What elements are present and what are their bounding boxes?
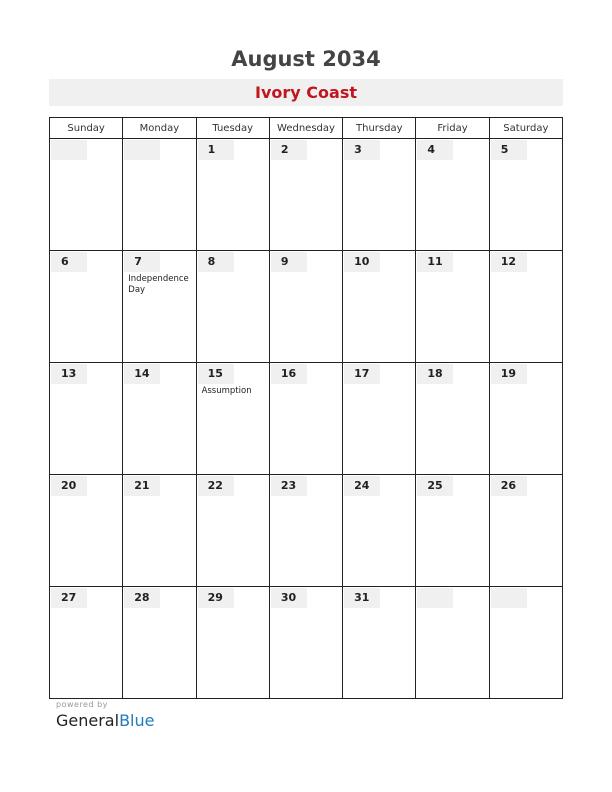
- day-number: 6: [51, 252, 87, 272]
- day-cell: [416, 475, 489, 587]
- day-number: 25: [417, 476, 453, 496]
- weekday-wednesday: Wednesday: [269, 118, 342, 139]
- day-cell: [50, 363, 123, 475]
- day-cell: [196, 251, 269, 363]
- day-number: [417, 588, 453, 608]
- day-cell: [123, 587, 196, 699]
- day-cell: [123, 475, 196, 587]
- day-cell: [269, 363, 342, 475]
- week-row: [50, 139, 563, 251]
- holiday-label: Assumption: [201, 386, 252, 396]
- day-number: 16: [271, 364, 307, 384]
- brand-logo: [56, 711, 154, 730]
- day-cell: [343, 363, 416, 475]
- day-number: 2: [271, 140, 307, 160]
- week-row: [50, 587, 563, 699]
- day-cell: [343, 587, 416, 699]
- day-cell: [416, 251, 489, 363]
- day-number: 1: [198, 140, 234, 160]
- day-cell: [489, 139, 562, 251]
- day-cell: [50, 587, 123, 699]
- calendar-body: [50, 139, 563, 699]
- day-number: 29: [198, 588, 234, 608]
- calendar-grid: [49, 117, 563, 699]
- week-row: [50, 475, 563, 587]
- day-number: 9: [271, 252, 307, 272]
- day-number: 3: [344, 140, 380, 160]
- day-number: 7: [124, 252, 160, 272]
- day-cell: [50, 475, 123, 587]
- weekday-thursday: Thursday: [343, 118, 416, 139]
- day-number: 27: [51, 588, 87, 608]
- weekday-sunday: Sunday: [50, 118, 123, 139]
- day-number: 20: [51, 476, 87, 496]
- day-cell: [489, 475, 562, 587]
- day-number: 17: [344, 364, 380, 384]
- day-number: 15: [198, 364, 234, 384]
- week-row: [50, 251, 563, 363]
- country-banner: [49, 79, 563, 106]
- day-cell: [489, 587, 562, 699]
- day-cell: [196, 475, 269, 587]
- day-number: 14: [124, 364, 160, 384]
- day-cell: [50, 139, 123, 251]
- footer: [56, 700, 154, 730]
- day-number: 23: [271, 476, 307, 496]
- powered-by-text: powered by: [56, 700, 108, 709]
- day-cell: [196, 587, 269, 699]
- day-cell: [196, 363, 269, 475]
- day-cell: [343, 251, 416, 363]
- brand-name-part2: Blue: [119, 711, 155, 730]
- day-cell: [343, 475, 416, 587]
- week-row: [50, 363, 563, 475]
- day-number: 10: [344, 252, 380, 272]
- day-cell: [196, 139, 269, 251]
- day-number: [51, 140, 87, 160]
- day-cell: [269, 139, 342, 251]
- day-number: 24: [344, 476, 380, 496]
- calendar-title: August 2034: [231, 47, 381, 71]
- weekday-header-row: [50, 118, 563, 139]
- country-name: Ivory Coast: [255, 83, 357, 102]
- day-cell: [416, 139, 489, 251]
- day-number: 28: [124, 588, 160, 608]
- day-cell: [269, 475, 342, 587]
- holiday-label: Independence Day: [128, 274, 189, 295]
- day-number: [124, 140, 160, 160]
- day-cell: [416, 587, 489, 699]
- day-number: 4: [417, 140, 453, 160]
- day-number: 18: [417, 364, 453, 384]
- day-cell: [123, 251, 196, 363]
- day-number: [491, 588, 527, 608]
- day-number: 8: [198, 252, 234, 272]
- day-number: 11: [417, 252, 453, 272]
- day-cell: [269, 587, 342, 699]
- day-number: 31: [344, 588, 380, 608]
- day-cell: [489, 363, 562, 475]
- weekday-friday: Friday: [416, 118, 489, 139]
- day-number: 13: [51, 364, 87, 384]
- day-number: 26: [491, 476, 527, 496]
- day-number: 12: [491, 252, 527, 272]
- day-cell: [343, 139, 416, 251]
- day-cell: [269, 251, 342, 363]
- day-cell: [123, 139, 196, 251]
- weekday-saturday: Saturday: [489, 118, 562, 139]
- brand-name-part1: General: [56, 711, 120, 730]
- day-number: 19: [491, 364, 527, 384]
- day-cell: [50, 251, 123, 363]
- day-number: 30: [271, 588, 307, 608]
- day-number: 21: [124, 476, 160, 496]
- day-cell: [489, 251, 562, 363]
- day-number: 5: [491, 140, 527, 160]
- weekday-tuesday: Tuesday: [196, 118, 269, 139]
- day-number: 22: [198, 476, 234, 496]
- day-cell: [123, 363, 196, 475]
- weekday-monday: Monday: [123, 118, 196, 139]
- day-cell: [416, 363, 489, 475]
